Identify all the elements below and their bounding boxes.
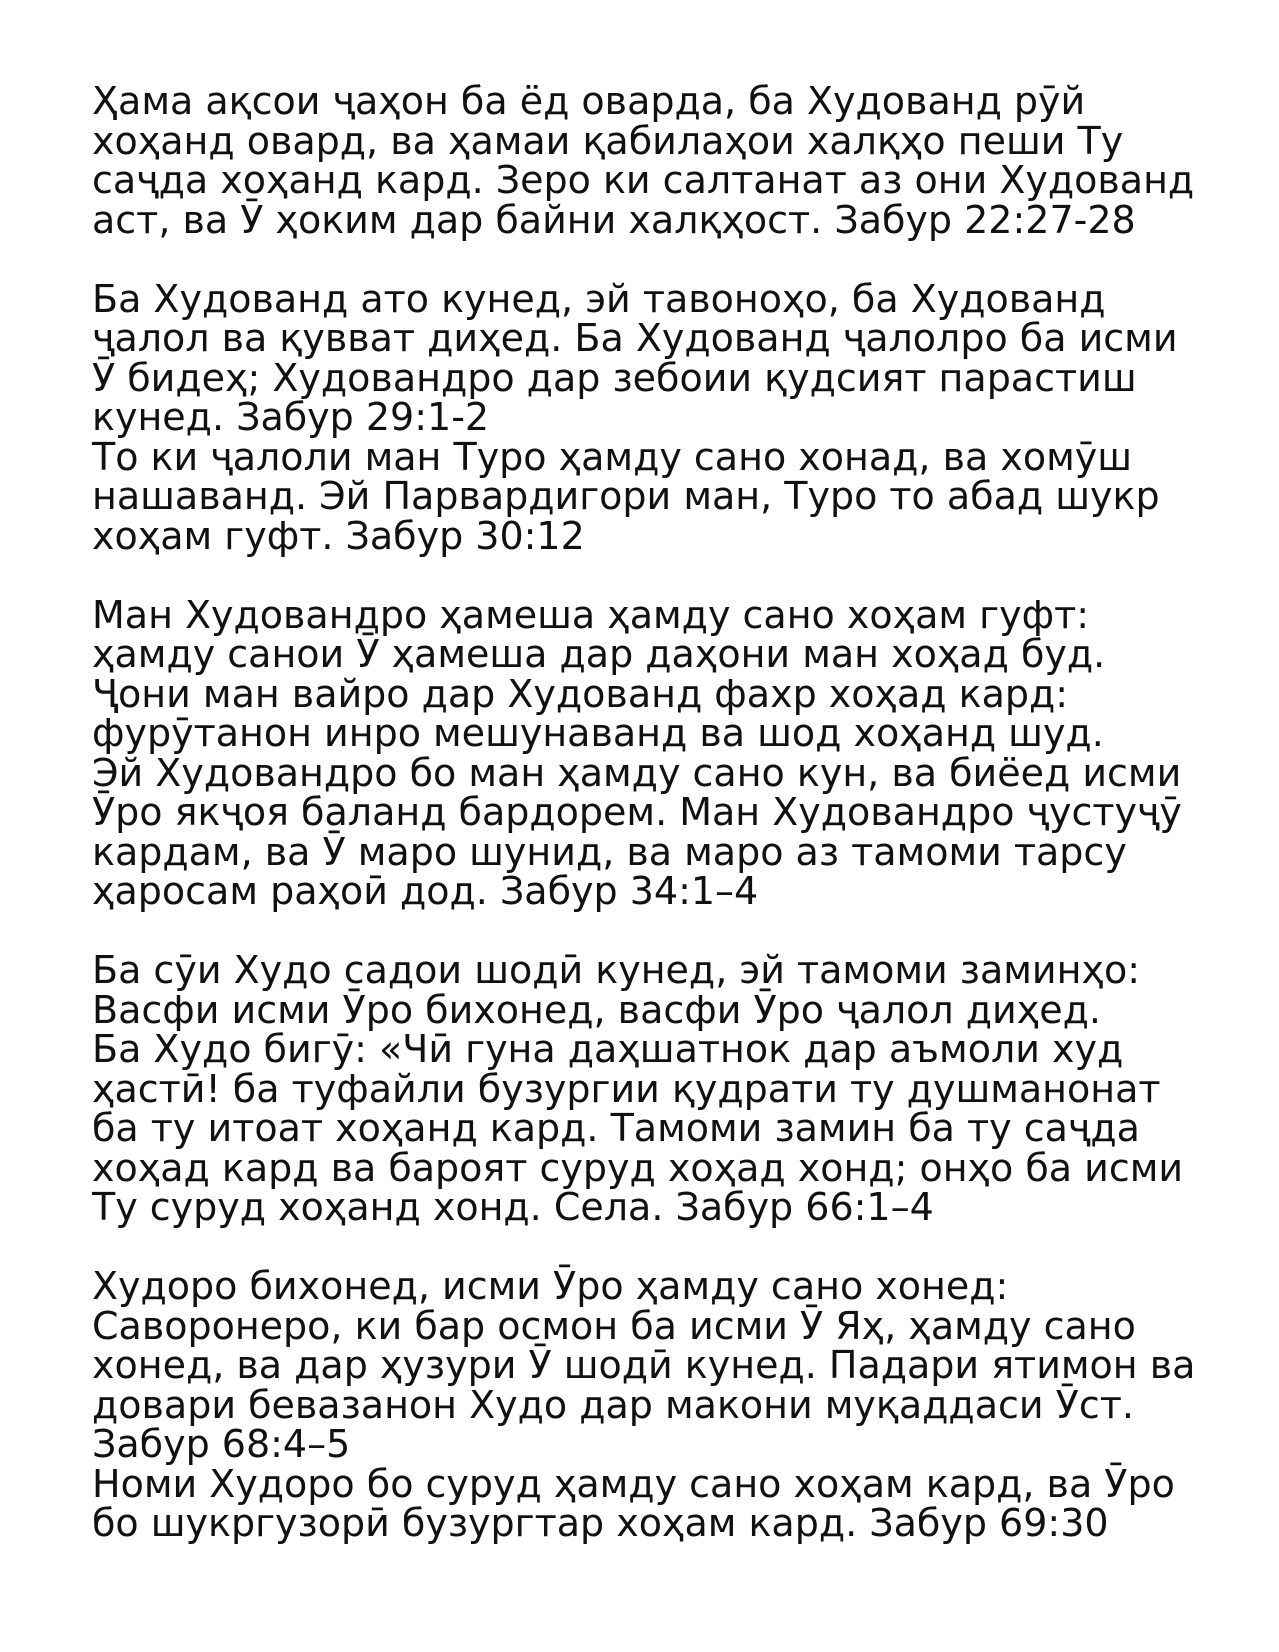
text-line: ҷалол ва қувват диҳед. Ба Худованд ҷалолро ба исми xyxy=(92,316,1178,360)
paragraph-gap xyxy=(92,1228,1242,1268)
text-line: Ба сӯи Худо садои шодӣ кунед, эй тамоми заминҳо: xyxy=(92,948,1141,992)
paragraph-psalm-66 xyxy=(92,948,1242,1229)
text-line: Ӯро якҷоя баланд бардорем. Ман Худовандро ҷустуҷӯ xyxy=(92,790,1182,834)
text-line: фурӯтанон инро мешунаванд ва шод хоҳанд шуд. xyxy=(92,711,1104,755)
text-line: хонед, ва дар ҳузури Ӯ шодӣ кунед. Падари ятимон ва xyxy=(92,1343,1196,1387)
paragraph-gap xyxy=(92,240,1242,280)
paragraph-gap xyxy=(92,912,1242,952)
paragraph-psalm-29-30 xyxy=(92,276,1242,558)
paragraph-psalm-34 xyxy=(92,592,1242,913)
text-line: Ту суруд хоҳанд хонд. Села. Забур 66:1–4 xyxy=(92,1185,934,1229)
text-line: Ӯ бидеҳ; Худовандро дар зебоии қудсият парастиш xyxy=(92,355,1137,400)
text-line: То ки ҷалоли ман Туро ҳамду сано хонад, ва хомӯш xyxy=(92,434,1132,479)
text-line: Забур 68:4–5 xyxy=(92,1422,351,1466)
text-line: ҳастӣ! ба туфайли бузургии қудрати ту душманонат xyxy=(92,1066,1161,1111)
paragraph-psalm-68-69 xyxy=(92,1264,1242,1545)
text-line: Ба Худо бигӯ: «Чӣ гуна даҳшатнок дар аъмоли худ xyxy=(92,1027,1124,1071)
text-line: ҳаросам раҳоӣ дод. Забур 34:1–4 xyxy=(92,869,759,913)
text-line: Номи Худоро бо суруд ҳамду сано хоҳам кард, ва Ӯро xyxy=(92,1461,1175,1506)
paragraph-gap xyxy=(92,556,1242,596)
text-line: Ҷони ман вайро дар Худованд фахр хоҳад кард: xyxy=(92,671,1069,716)
text-line: довари бевазанон Худо дар макони муқаддаси Ӯст. xyxy=(92,1382,1134,1427)
text-line: кунед. Забур 29:1-2 xyxy=(92,395,490,439)
text-line: хоҳанд овард, ва ҳамаи қабилаҳои халқҳо пеши Ту xyxy=(92,118,1124,163)
text-line: Худоро бихонед, исми Ӯро ҳамду сано хонед: xyxy=(92,1264,1009,1308)
text-line: Эй Худовандро бо ман ҳамду сано кун, ва биёед исми xyxy=(92,750,1182,795)
text-line: Васфи исми Ӯро бихонед, васфи Ӯро ҷалол диҳед. xyxy=(92,987,1101,1032)
text-line: хоҳад кард ва бароят суруд хоҳад хонд; онҳо ба исми xyxy=(92,1145,1184,1190)
text-line: ба ту итоат хоҳанд кард. Тамоми замин ба ту саҷда xyxy=(92,1106,1140,1150)
text-line: кардам, ва Ӯ маро шунид, ва маро аз тамоми тарсу xyxy=(92,829,1127,874)
text-line: Ҳама ақсои ҷаҳон ба ёд оварда, ба Худованд рӯй xyxy=(92,79,1086,123)
text-line: ҳамду санои Ӯ ҳамеша дар даҳони ман хоҳад буд. xyxy=(92,632,1106,676)
paragraph-psalm-22 xyxy=(92,79,1242,242)
text-line: Ба Худованд ато кунед, эй тавоноҳо, ба Худованд xyxy=(92,276,1106,321)
text-line: аст, ва Ӯ ҳоким дар байни халқҳост. Забур 22:27-28 xyxy=(92,197,1136,242)
text-line: хоҳам гуфт. Забур 30:12 xyxy=(92,513,585,558)
text-line: нашаванд. Эй Парвардигори ман, Туро то абад шукр xyxy=(92,474,1160,518)
text-line: саҷда хоҳанд кард. Зеро ки салтанат аз они Худованд xyxy=(92,158,1195,202)
text-line: Саворонеро, ки бар осмон ба исми Ӯ Яҳ, ҳамду сано xyxy=(92,1303,1136,1348)
document-page xyxy=(92,79,1242,1545)
text-line: Ман Худовандро ҳамеша ҳамду сано хоҳам гуфт: xyxy=(92,592,1090,637)
text-line: бо шукргузорӣ бузургтар хоҳам кард. Забур 69:30 xyxy=(92,1501,1109,1545)
